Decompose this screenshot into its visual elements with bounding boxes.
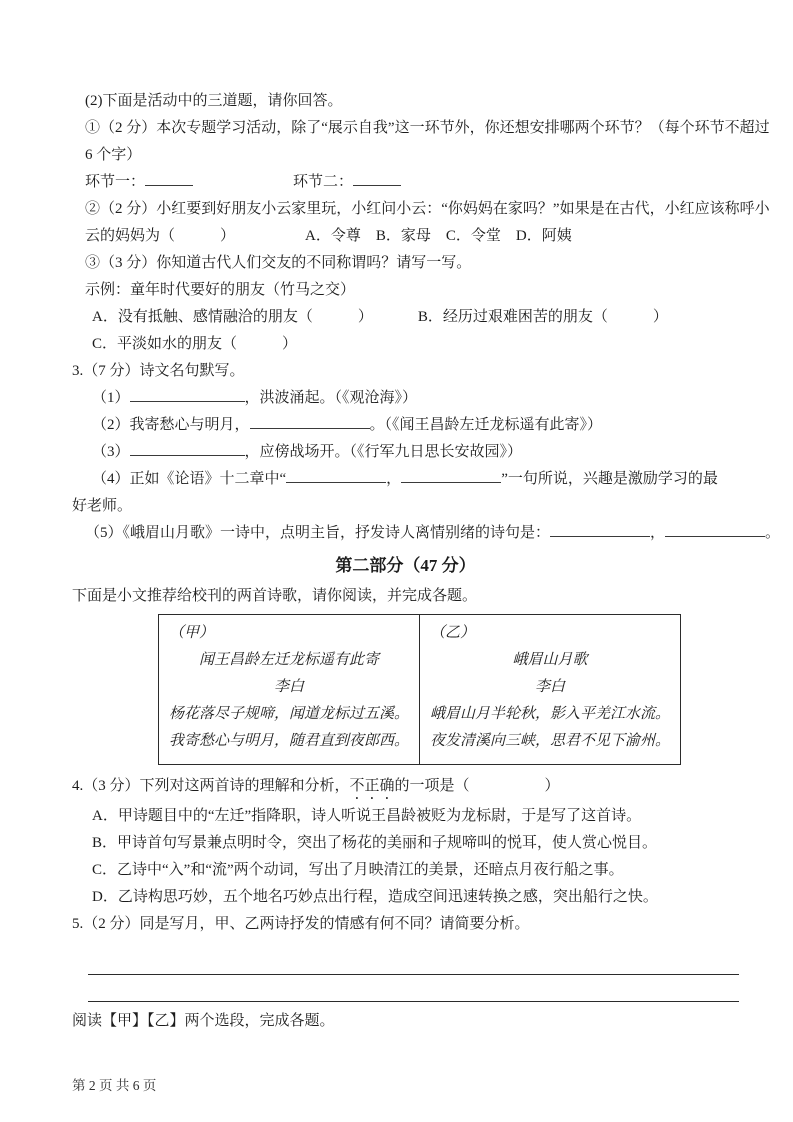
question-4-option-c: C．乙诗中“入”和“流”两个动词，写出了月映清江的美景，还暗点月夜行船之事。 [92, 862, 624, 878]
dictation-item-2-suffix: 。（《闻王昌龄左迁龙标遥有此寄》） [369, 417, 603, 433]
question-4-option-a: A．甲诗题目中的“左迁”指降职，诗人听说王昌龄被贬为龙标尉，于是写了这首诗。 [92, 808, 642, 824]
poem-yi-label: （乙） [430, 625, 476, 641]
dictation-item-5-prefix: （5）《峨眉山月歌》一诗中，点明主旨，抒发诗人离情别绪的诗句是： [85, 525, 551, 541]
poem-jia-title: 闻王昌龄左迁龙标遥有此寄 [199, 652, 380, 668]
dictation-item-4-prefix: （4）正如《论语》十二章中“ [92, 471, 287, 487]
dictation-item-5-suffix: 。 [765, 525, 781, 541]
question-4-option-d: D．乙诗构思巧妙，五个地名巧妙点出行程，造成空间迅速转换之感，突出船行之快。 [92, 889, 658, 905]
page-footer: 第 2 页 共 6 页 [72, 1077, 157, 1093]
dictation-item-2 [72, 412, 739, 439]
question-3-header: 3.（7 分）诗文名句默写。 [72, 363, 245, 379]
dictation-item-3 [72, 439, 739, 466]
dictation-item-2-prefix: （2）我寄愁心与明月， [92, 417, 250, 433]
poem-jia-author: 李白 [274, 679, 305, 695]
question-circle2-line2 [72, 223, 739, 250]
reading-intro: 阅读【甲】【乙】两个选段，完成各题。 [72, 1013, 335, 1029]
question-circle2-line1: ②（2 分）小红要到好朋友小云家里玩，小红问小云：“你妈妈在家吗？”如果是在古代，小红应该称呼小 [85, 201, 770, 217]
poem-yi-verse-2: 夜发清溪向三峡，思君不见下渝州。 [430, 733, 671, 749]
poem-yi-title: 峨眉山月歌 [512, 652, 588, 668]
step2-blank [353, 170, 401, 186]
question-5-stem: 5.（2 分）同是写月，甲、乙两诗抒发的情感有何不同？请简要分析。 [72, 916, 530, 932]
question-circle2-choices: A．令尊 B．家母 C．令堂 D．阿姨 [305, 228, 572, 244]
fill-blank [665, 521, 765, 537]
activity-intro: (2)下面是活动中的三道题，请你回答。 [85, 93, 343, 109]
friend-option-c: C．平淡如水的朋友（ ） [92, 336, 298, 352]
poem-jia-label: （甲） [169, 625, 215, 641]
poem-jia-cell [159, 615, 420, 765]
dictation-item-3-prefix: （3） [92, 444, 130, 460]
question-circle1-line2: 6 个字） [85, 147, 142, 163]
dictation-item-4-cont: 好老师。 [72, 498, 133, 514]
question-circle1-line1: ①（2 分）本次专题学习活动，除了“展示自我”这一环节外，你还想安排哪两个环节？（每个环节不超过 [85, 120, 770, 136]
step1-blank [145, 170, 193, 186]
step1-label: 环节一： [85, 174, 146, 190]
part2-heading: 第二部分（47 分） [335, 556, 476, 575]
friend-option-b: B．经历过艰难困苦的朋友（ ） [417, 309, 668, 325]
dictation-item-3-suffix: ，应傍战场开。（《行军九日思长安故园》） [244, 444, 523, 460]
dictation-item-4-mid: ， [386, 471, 402, 487]
question-4-emphasis: 不正确 [349, 778, 395, 794]
friend-option-a: A．没有抵触、感情融洽的朋友（ ） [92, 309, 373, 325]
dictation-item-1-prefix: （1） [92, 390, 130, 406]
fill-blank [401, 467, 501, 483]
poem-yi-author: 李白 [535, 679, 566, 695]
dictation-item-4-suffix: ”一句所说，兴趣是激励学习的最 [501, 471, 718, 487]
poem-jia-verse-1: 杨花落尽子规啼，闻道龙标过五溪。 [169, 706, 410, 722]
fill-blank [130, 386, 245, 402]
question-circle3-options-ab [72, 304, 739, 331]
question-circle3-example: 示例：童年时代要好的朋友（竹马之交） [85, 282, 356, 298]
question-4-option-b: B．甲诗首句写景兼点明时令，突出了杨花的美丽和子规啼叫的悦耳，使人赏心悦目。 [92, 835, 658, 851]
dictation-item-1-suffix: ，洪波涌起。（《观沧海》） [244, 390, 418, 406]
dictation-item-1 [72, 385, 739, 412]
step2-label: 环节二： [293, 174, 354, 190]
poem-jia-verse-2: 我寄愁心与明月，随君直到夜郎西。 [169, 733, 410, 749]
question-4-stem [72, 773, 739, 803]
dictation-item-5-mid: ， [650, 525, 666, 541]
answer-line-2 [88, 975, 739, 1002]
dictation-item-5 [72, 520, 781, 547]
part2-intro: 下面是小文推荐给校刊的两首诗歌，请你阅读，并完成各题。 [72, 588, 478, 604]
poem-yi-verse-1: 峨眉山月半轮秋，影入平羌江水流。 [430, 706, 671, 722]
fill-blank [250, 413, 370, 429]
fill-blank [550, 521, 650, 537]
fill-blank [286, 467, 386, 483]
answer-line-1 [88, 948, 739, 975]
question-circle3-line1: ③（3 分）你知道古代人们交友的不同称谓吗？请写一写。 [85, 255, 472, 271]
poem-yi-cell [420, 615, 681, 765]
poems-table [158, 614, 681, 765]
question-4-suffix: 的一项是（ ） [394, 778, 560, 794]
question-circle2-stem: 云的妈妈为（ ） [85, 228, 236, 244]
question-4-prefix: 4.（3 分）下列对这两首诗的理解和分析， [72, 778, 350, 794]
dictation-item-4 [72, 466, 739, 493]
fill-blank [130, 440, 245, 456]
answer-area [72, 948, 739, 1002]
question-circle1-answer-row [72, 169, 739, 196]
